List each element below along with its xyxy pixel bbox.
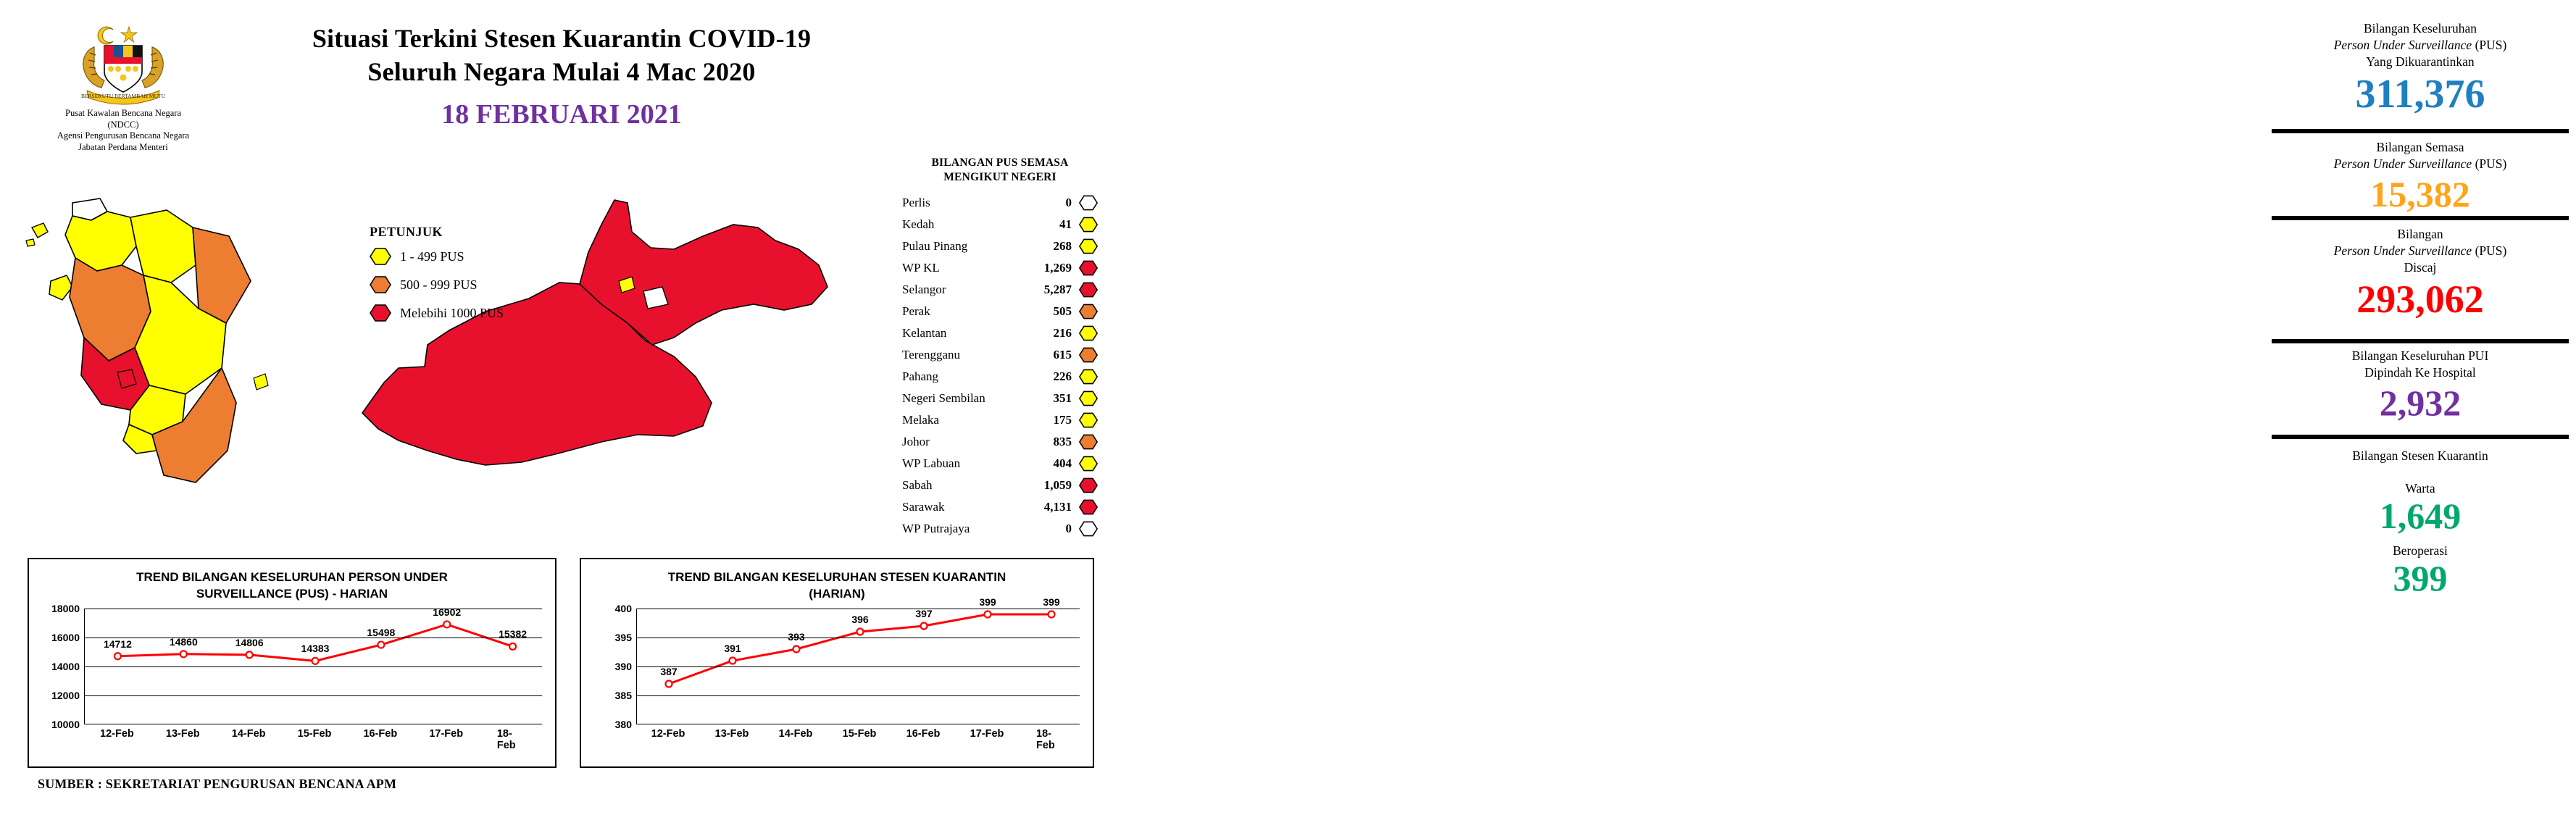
x-tick-label: 18-Feb — [496, 727, 516, 751]
table-row — [902, 388, 1098, 409]
stat-card — [2264, 226, 2576, 320]
legend-label-orange: 500 - 999 PUS — [400, 277, 478, 292]
data-label: 387 — [660, 665, 678, 677]
x-tick-label: 13-Feb — [165, 727, 200, 740]
table-row — [902, 431, 1098, 453]
data-point — [793, 645, 800, 652]
state-name: Pahang — [902, 369, 939, 384]
data-label: 14712 — [103, 638, 132, 650]
data-label: 399 — [1043, 595, 1060, 608]
y-tick-label: 390 — [614, 660, 632, 672]
stat-card — [2264, 20, 2576, 116]
hexagon-icon-yellow — [370, 247, 391, 266]
hexagon-icon-status — [1079, 303, 1098, 320]
stat-value: 2,932 — [2379, 383, 2462, 424]
x-tick-label: 14-Feb — [231, 727, 266, 740]
stat-caption-line: Dipindah Ke Hospital — [2364, 365, 2476, 380]
divider — [2272, 129, 2569, 133]
state-name: Kedah — [902, 217, 935, 232]
crest-caption-line-2: Agensi Pengurusan Bencana Negara — [57, 130, 190, 141]
state-pus-table — [902, 156, 1098, 540]
hexagon-icon-status — [1079, 455, 1098, 472]
state-name: Perlis — [902, 196, 930, 210]
hexagon-icon-status — [1079, 520, 1098, 538]
state-value: 1,269 — [1043, 261, 1072, 275]
y-tick-label: 395 — [614, 631, 632, 643]
hexagon-icon-status — [1079, 325, 1098, 342]
y-tick-label: 16000 — [51, 631, 80, 643]
hexagon-icon-orange — [370, 275, 391, 294]
divider — [2272, 435, 2569, 439]
data-point — [857, 628, 864, 635]
data-point — [114, 653, 121, 659]
state-name: Negeri Sembilan — [902, 391, 985, 406]
state-value: 505 — [1053, 304, 1072, 319]
y-tick-label: 380 — [614, 718, 632, 730]
data-label: 16902 — [433, 606, 462, 618]
map-legend — [370, 225, 558, 332]
map-region-island-tioman — [254, 374, 268, 390]
data-point — [985, 611, 991, 617]
table-row — [902, 344, 1098, 366]
title-line-1: Situasi Terkini Stesen Kuarantin COVID-19 — [312, 24, 812, 53]
map-region-langkawi — [32, 223, 48, 238]
table-row — [902, 475, 1098, 496]
state-table-title — [902, 156, 1098, 185]
y-tick-label: 385 — [614, 689, 632, 701]
beroperasi-value: 399 — [2393, 557, 2448, 598]
legend-item-red — [370, 304, 558, 322]
state-value: 5,287 — [1043, 283, 1072, 297]
state-value: 226 — [1053, 369, 1072, 384]
hexagon-icon-status — [1079, 477, 1098, 494]
table-row — [902, 301, 1098, 322]
x-tick-label: 13-Feb — [714, 727, 749, 740]
state-name: Kelantan — [902, 326, 947, 340]
beroperasi-label: Beroperasi — [2393, 543, 2448, 558]
map-region-pulau-pinang — [49, 275, 72, 300]
x-tick-label: 16-Feb — [363, 727, 398, 740]
state-value: 4,131 — [1043, 500, 1072, 514]
data-point — [509, 643, 516, 650]
state-name: Sarawak — [902, 500, 945, 514]
hexagon-icon-red — [370, 304, 391, 322]
dashboard-right-panel — [1130, 0, 2507, 815]
hexagon-icon-status — [1079, 194, 1098, 212]
table-row — [902, 322, 1098, 344]
stat-caption-line: Person Under Surveillance (PUS) — [2333, 38, 2507, 53]
chart1-title-line-1: TREND BILANGAN KESELURUHAN PERSON UNDER — [136, 570, 448, 584]
y-tick-label: 400 — [614, 602, 632, 614]
chart2-x-axis — [636, 727, 1080, 751]
national-crest-block — [54, 18, 192, 152]
x-tick-label: 15-Feb — [297, 727, 332, 740]
state-name: Perak — [902, 304, 930, 319]
chart1-y-axis — [38, 602, 83, 730]
x-tick-label: 18-Feb — [1036, 727, 1055, 751]
map-region-langkawi-small — [26, 239, 35, 246]
stat-value: 15,382 — [2370, 174, 2470, 215]
crest-caption — [54, 108, 192, 154]
state-name: WP Labuan — [902, 456, 961, 471]
stat-caption-line: Person Under Surveillance (PUS) — [2333, 156, 2507, 172]
data-label: 396 — [851, 613, 869, 625]
divider — [2272, 339, 2569, 343]
x-tick-label: 15-Feb — [842, 727, 877, 740]
data-label: 397 — [915, 607, 933, 619]
map-region-terengganu — [193, 227, 251, 323]
x-tick-label: 17-Feb — [970, 727, 1004, 740]
divider — [2272, 216, 2569, 220]
gridline — [637, 666, 1080, 667]
legend-item-orange — [370, 275, 558, 294]
state-value: 404 — [1053, 456, 1072, 471]
page-title — [196, 22, 928, 130]
table-row — [902, 279, 1098, 301]
data-point — [312, 658, 319, 664]
hexagon-icon-status — [1079, 368, 1098, 385]
data-point — [730, 657, 736, 664]
hexagon-icon-status — [1079, 259, 1098, 277]
hexagon-icon-status — [1079, 411, 1098, 429]
stat-card — [2264, 348, 2576, 422]
hexagon-icon-status — [1079, 238, 1098, 255]
crest-caption-line-3: Jabatan Perdana Menteri — [78, 141, 168, 152]
warta-label: Warta — [2405, 481, 2435, 496]
state-table-body — [902, 192, 1098, 540]
source-note: SUMBER : SEKRETARIAT PENGURUSAN BENCANA APM — [38, 777, 397, 791]
data-point — [666, 680, 672, 687]
table-row — [902, 192, 1098, 214]
stat-card — [2264, 139, 2576, 214]
state-name: Johor — [902, 435, 930, 449]
hexagon-icon-status — [1079, 390, 1098, 407]
stat-caption-line: Person Under Surveillance (PUS) — [2333, 243, 2507, 259]
state-value: 1,059 — [1043, 478, 1072, 493]
legend-item-yellow — [370, 247, 558, 266]
state-value: 351 — [1053, 391, 1072, 406]
x-tick-label: 14-Feb — [778, 727, 813, 740]
chart-pus-trend — [28, 558, 557, 768]
data-point — [246, 651, 253, 658]
chart-pus-trend-title — [29, 559, 555, 603]
state-value: 0 — [1065, 522, 1072, 536]
state-name: Terengganu — [902, 348, 960, 362]
table-row — [902, 518, 1098, 540]
state-name: WP Putrajaya — [902, 522, 970, 536]
state-table-title-line-2: MENGIKUT NEGERI — [943, 171, 1056, 184]
table-row — [902, 496, 1098, 518]
stat-caption-line: Bilangan — [2397, 227, 2443, 241]
x-tick-label: 12-Feb — [100, 727, 134, 740]
title-line-2: Seluruh Negara Mulai 4 Mac 2020 — [367, 57, 756, 87]
state-value: 268 — [1053, 239, 1072, 254]
stat-caption-line: Bilangan Keseluruhan PUI — [2351, 348, 2489, 363]
chart2-title-line-2: (HARIAN) — [809, 586, 865, 601]
crest-caption-line-1: Pusat Kawalan Bencana Negara (NDCC) — [65, 108, 181, 130]
data-point — [1049, 611, 1055, 617]
legend-label-yellow: 1 - 499 PUS — [400, 248, 464, 264]
gridline — [637, 695, 1080, 696]
y-tick-label: 12000 — [51, 689, 80, 701]
data-label: 399 — [979, 595, 996, 608]
x-tick-label: 17-Feb — [429, 727, 464, 740]
data-label: 14806 — [235, 636, 264, 648]
chart-stations-trend-plot — [590, 595, 1084, 751]
state-value: 216 — [1053, 326, 1072, 340]
x-tick-label: 12-Feb — [651, 727, 685, 740]
table-row — [902, 409, 1098, 431]
stat-caption-line: Bilangan Keseluruhan — [2364, 21, 2477, 35]
data-label: 393 — [788, 630, 805, 643]
map-region-kelantan — [130, 210, 196, 283]
data-point — [921, 622, 928, 629]
state-value: 0 — [1065, 196, 1072, 210]
data-label: 15498 — [367, 626, 396, 638]
data-point — [443, 621, 450, 627]
state-name: Pulau Pinang — [902, 239, 968, 254]
stat-value: 293,062 — [2356, 277, 2484, 322]
svg-text:BERSEKUTU BERTAMBAH MUTU: BERSEKUTU BERTAMBAH MUTU — [80, 93, 166, 99]
table-row — [902, 366, 1098, 388]
y-tick-label: 18000 — [51, 602, 80, 614]
data-label: 391 — [724, 642, 741, 654]
gridline — [85, 666, 542, 667]
hexagon-icon-status — [1079, 498, 1098, 516]
stat-caption-line: Yang Dikuarantinkan — [2366, 54, 2475, 70]
stat-caption-line: Bilangan Semasa — [2376, 140, 2464, 154]
chart1-grid — [84, 606, 542, 724]
warta-value: 1,649 — [2379, 496, 2462, 537]
state-value: 41 — [1059, 217, 1072, 232]
state-value: 175 — [1053, 413, 1072, 427]
legend-label-red: Melebihi 1000 PUS — [400, 305, 504, 320]
chart1-x-axis — [84, 727, 542, 751]
chart2-grid — [636, 595, 1080, 724]
quarantine-stations-title: Bilangan Stesen Kuarantin — [2352, 448, 2488, 463]
state-name: Selangor — [902, 283, 946, 297]
state-value: 615 — [1053, 348, 1072, 362]
y-tick-label: 14000 — [51, 660, 80, 672]
chart-pus-trend-plot — [38, 602, 546, 751]
state-value: 835 — [1053, 435, 1072, 449]
hexagon-icon-status — [1079, 216, 1098, 233]
report-date: 18 FEBRUARI 2021 — [441, 99, 682, 130]
hexagon-icon-status — [1079, 346, 1098, 364]
chart1-title-line-2: SURVEILLANCE (PUS) - HARIAN — [196, 586, 388, 601]
stat-value: 311,376 — [2355, 72, 2485, 117]
hexagon-icon-status — [1079, 433, 1098, 451]
x-tick-label: 16-Feb — [906, 727, 941, 740]
hexagon-icon-status — [1079, 281, 1098, 298]
chart2-y-axis — [590, 602, 635, 730]
table-row — [902, 214, 1098, 235]
coat-of-arms-icon — [72, 18, 174, 105]
state-name: WP KL — [902, 261, 940, 275]
state-name: Sabah — [902, 478, 933, 493]
data-label: 15382 — [499, 628, 528, 640]
table-row — [902, 235, 1098, 257]
legend-title: PETUNJUK — [370, 225, 443, 239]
dashboard-left-panel — [0, 0, 1130, 815]
chart-stations-trend — [580, 558, 1094, 768]
state-name: Melaka — [902, 413, 939, 427]
chart-stations-trend-title — [581, 559, 1093, 603]
data-label: 14860 — [169, 635, 198, 648]
data-point — [180, 651, 187, 657]
y-tick-label: 10000 — [51, 718, 80, 730]
data-point — [378, 641, 384, 648]
state-table-title-line-1: BILANGAN PUS SEMASA — [931, 156, 1069, 169]
table-row — [902, 257, 1098, 279]
stat-caption-line: Discaj — [2404, 260, 2437, 275]
chart2-title-line-1: TREND BILANGAN KESELURUHAN STESEN KUARANTIN — [667, 570, 1006, 584]
table-row — [902, 453, 1098, 475]
gridline — [85, 695, 542, 696]
data-label: 14383 — [301, 643, 330, 655]
quarantine-stations-card — [2264, 448, 2576, 597]
